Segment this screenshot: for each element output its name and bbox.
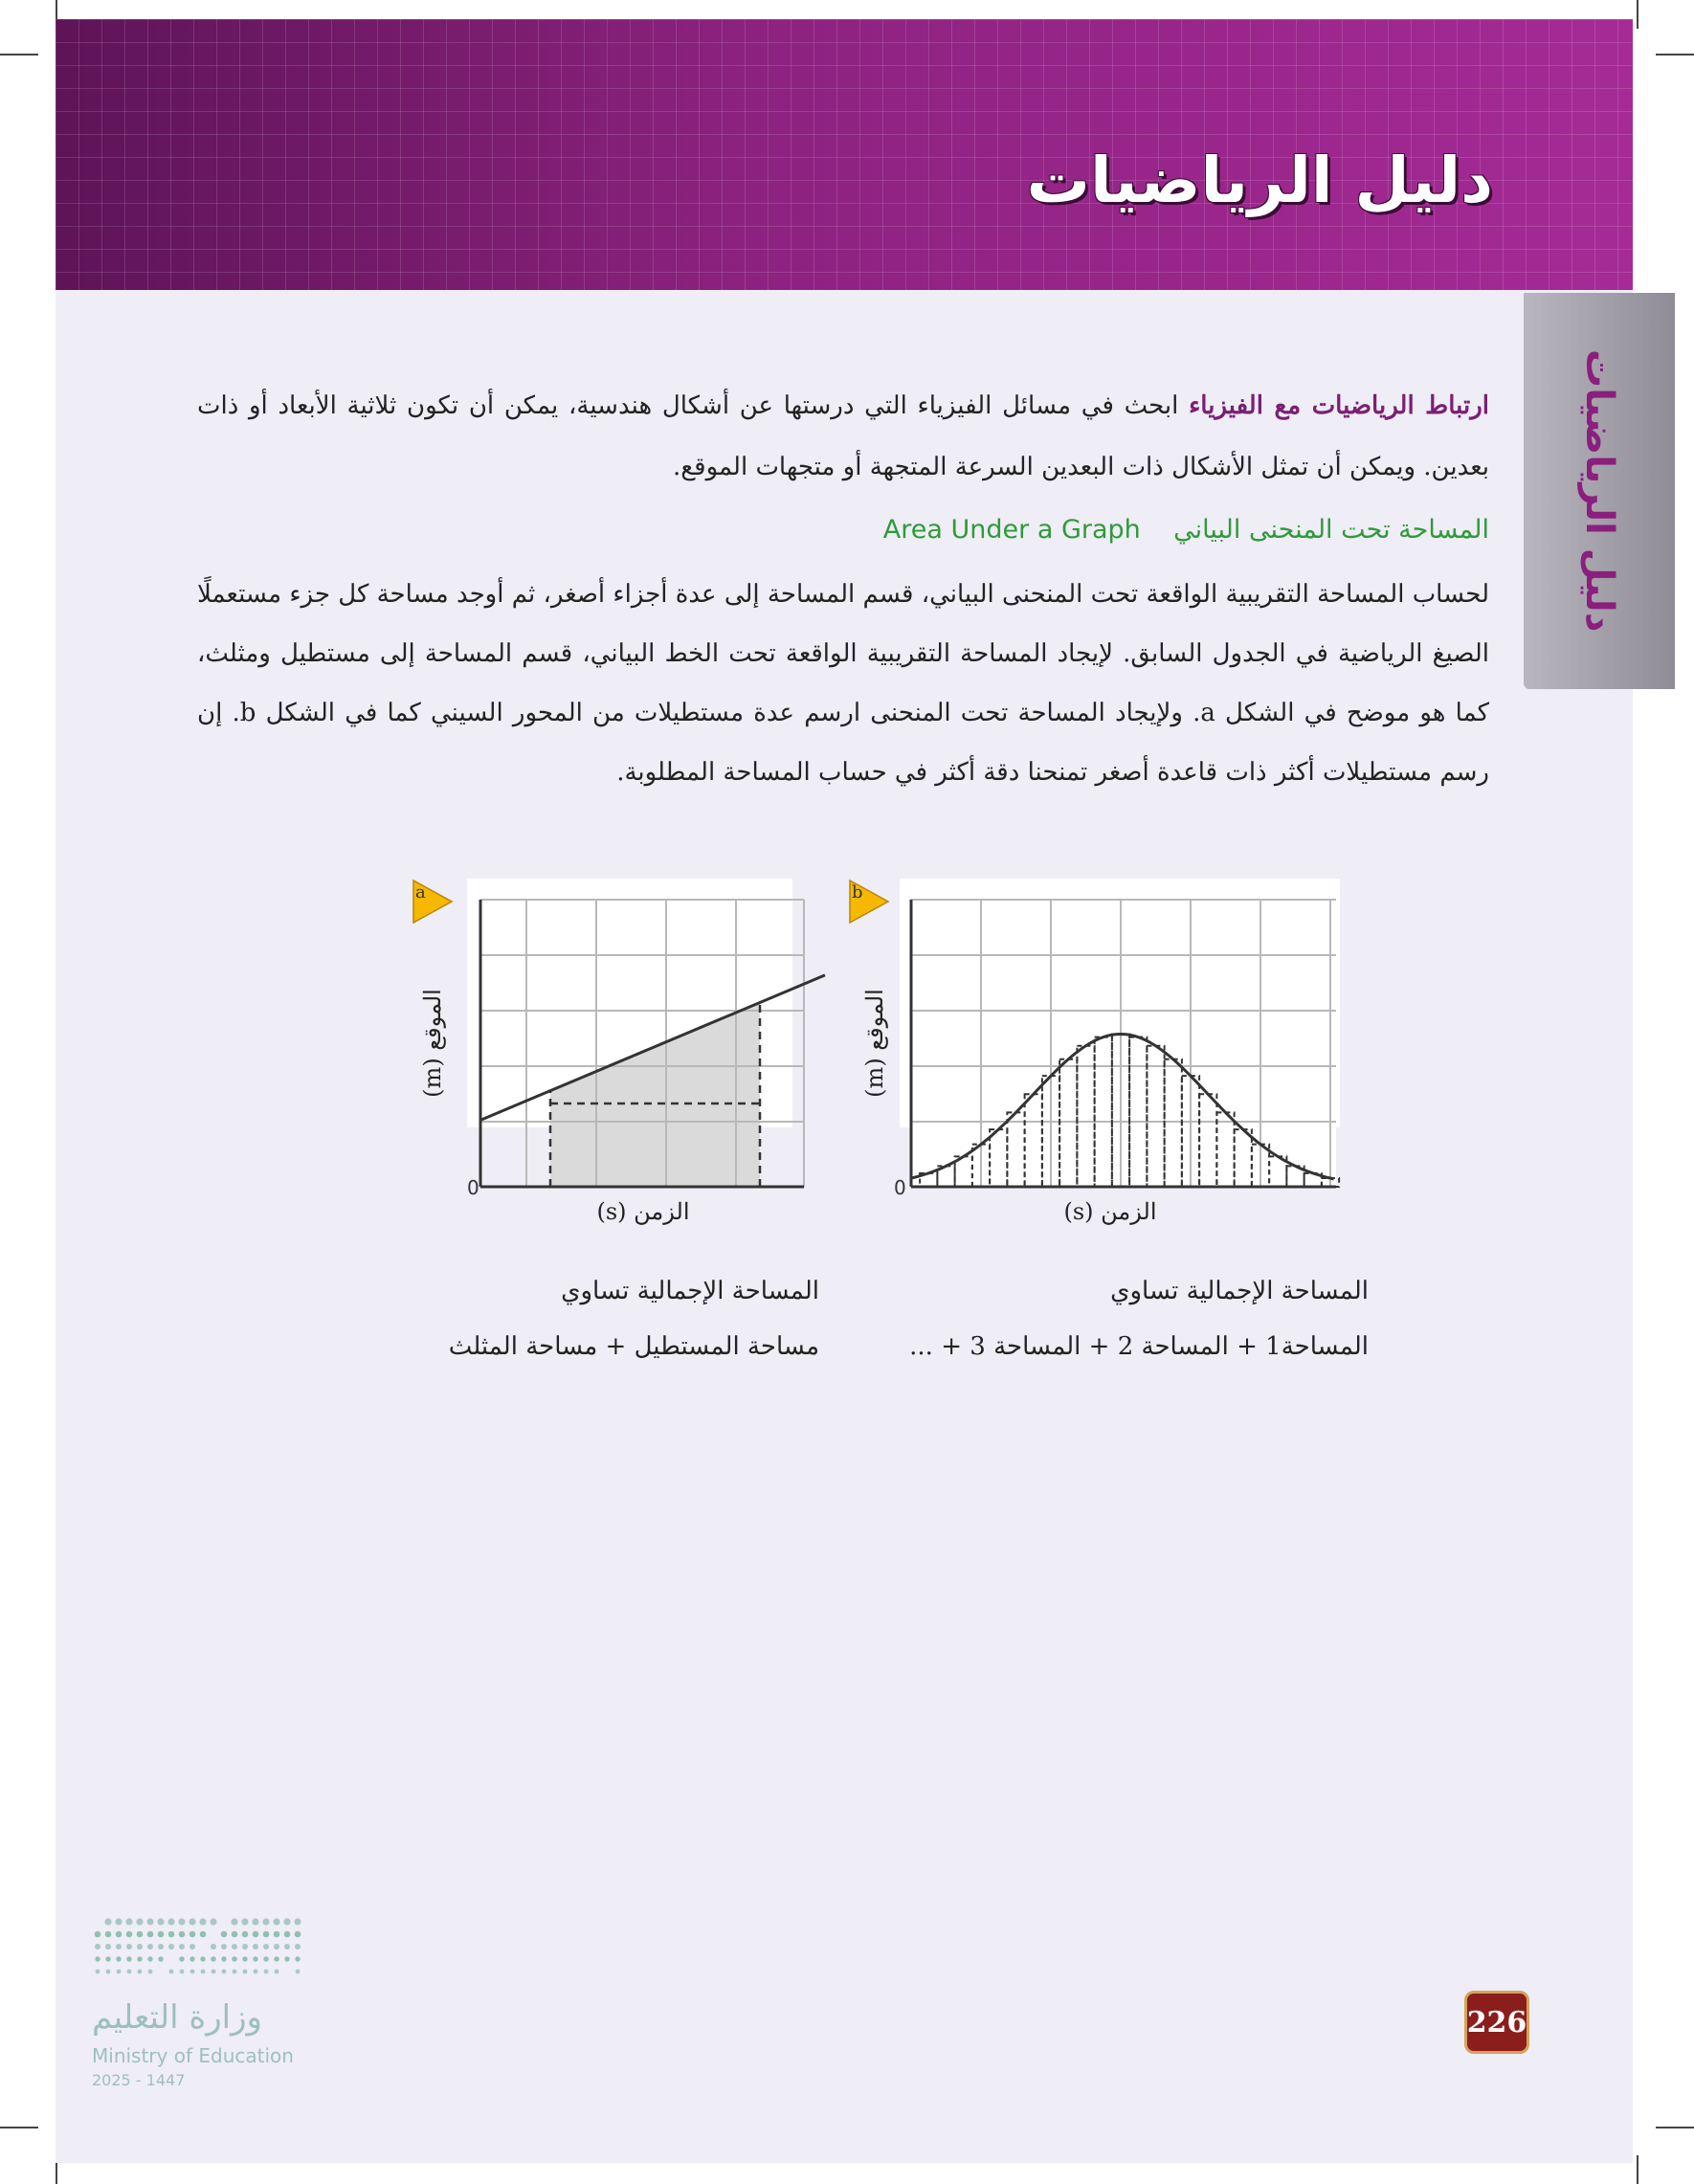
logo-dot xyxy=(189,1918,195,1925)
logo-dot xyxy=(253,1944,258,1950)
ministry-year: 2025 - 1447 xyxy=(92,2071,186,2089)
logo-dot xyxy=(200,1956,205,1961)
logo-dot xyxy=(232,1931,238,1938)
logo-dot xyxy=(136,1918,143,1925)
logo-dot xyxy=(168,1931,175,1938)
crop-mark xyxy=(1656,2127,1694,2128)
logo-dot xyxy=(147,1944,153,1950)
logo-dot xyxy=(179,1944,185,1950)
logo-dot xyxy=(127,1970,132,1974)
logo-dot xyxy=(284,1931,291,1938)
logo-dot xyxy=(273,1918,279,1925)
logo-dot xyxy=(96,1970,100,1974)
ministry-logo-dots-icon xyxy=(92,1914,312,1991)
logo-dot xyxy=(168,1944,174,1950)
logo-dot xyxy=(263,1944,269,1950)
logo-dot xyxy=(242,1956,247,1961)
logo-dot xyxy=(146,1918,153,1925)
logo-dot xyxy=(95,1931,101,1938)
logo-dot xyxy=(137,1931,144,1938)
logo-dot xyxy=(263,1956,268,1961)
chart-a-origin-label: 0 xyxy=(467,1176,479,1199)
logo-dot xyxy=(233,1970,237,1974)
logo-dot xyxy=(254,1970,258,1974)
section-heading-english: Area Under a Graph xyxy=(882,515,1141,545)
logo-dot xyxy=(263,1931,270,1938)
logo-dot xyxy=(178,1918,185,1925)
caption-a-line1: المساحة الإجمالية تساوي xyxy=(561,1277,819,1305)
ministry-logo xyxy=(92,1914,312,2106)
logo-dot xyxy=(243,1970,248,1974)
chart-b xyxy=(850,879,1340,1225)
logo-dot xyxy=(169,1970,174,1974)
logo-dot xyxy=(275,1970,279,1974)
logo-dot xyxy=(232,1944,237,1950)
logo-dot xyxy=(200,1931,207,1938)
logo-dot xyxy=(241,1918,248,1925)
crop-mark xyxy=(1637,0,1638,29)
logo-dot xyxy=(105,1931,112,1938)
logo-dot xyxy=(274,1944,279,1950)
chart-a xyxy=(413,879,825,1225)
crop-mark xyxy=(0,2127,38,2128)
logo-dot xyxy=(242,1931,249,1938)
logo-dot xyxy=(262,1918,269,1925)
charts-figure xyxy=(402,861,1359,1244)
logo-dot xyxy=(105,1944,111,1950)
logo-dot xyxy=(211,1956,215,1961)
logo-dot xyxy=(294,1918,301,1925)
logo-dot xyxy=(295,1944,301,1950)
logo-dot xyxy=(295,1956,300,1961)
logo-dot xyxy=(201,1970,206,1974)
logo-dot xyxy=(116,1956,121,1961)
logo-dot xyxy=(252,1918,258,1925)
logo-dot xyxy=(199,1918,206,1925)
logo-dot xyxy=(167,1918,174,1925)
chart-b-xlabel: الزمن (s) xyxy=(1063,1198,1157,1225)
logo-dot xyxy=(116,1931,123,1938)
logo-dot xyxy=(158,1944,164,1950)
logo-dot xyxy=(274,1931,280,1938)
logo-dot xyxy=(264,1970,269,1974)
page-number: 226 xyxy=(1464,1991,1529,2054)
logo-dot xyxy=(126,1944,132,1950)
intro-lead: ارتباط الرياضيات مع الفيزياء xyxy=(1189,391,1490,420)
logo-dot xyxy=(179,1931,186,1938)
logo-dot xyxy=(222,1970,227,1974)
logo-dot xyxy=(283,1918,290,1925)
logo-dot xyxy=(137,1944,143,1950)
section-heading-arabic: المساحة تحت المنحنى البياني xyxy=(1173,515,1489,545)
side-tab-label: دليل الرياضيات xyxy=(1577,349,1621,633)
section-heading xyxy=(883,515,1489,545)
logo-dot xyxy=(148,1970,153,1974)
logo-dot xyxy=(253,1956,257,1961)
logo-dot xyxy=(295,1931,301,1938)
logo-dot xyxy=(158,1956,163,1961)
logo-dot xyxy=(231,1918,237,1925)
logo-dot xyxy=(95,1956,100,1961)
logo-dot xyxy=(125,1918,132,1925)
logo-dot xyxy=(189,1931,196,1938)
logo-dot xyxy=(158,1931,165,1938)
logo-dot xyxy=(104,1918,111,1925)
logo-dot xyxy=(221,1944,227,1950)
caption-a-line2: مساحة المستطيل + مساحة المثلث xyxy=(448,1332,819,1361)
crop-mark xyxy=(1637,2155,1638,2184)
logo-dot xyxy=(95,1944,100,1950)
caption-b-line1: المساحة الإجمالية تساوي xyxy=(1110,1277,1369,1305)
logo-dot xyxy=(147,1931,154,1938)
crop-mark xyxy=(1656,54,1694,56)
logo-dot xyxy=(105,1956,110,1961)
logo-dot xyxy=(274,1956,279,1961)
logo-dot xyxy=(117,1970,122,1974)
logo-dot xyxy=(189,1944,195,1950)
logo-dot xyxy=(242,1944,248,1950)
chart-a-ylabel: الموقع (m) xyxy=(419,989,446,1098)
logo-dot xyxy=(190,1970,195,1974)
logo-dot xyxy=(284,1944,290,1950)
ministry-name-arabic: وزارة التعليم xyxy=(92,1998,262,2037)
logo-dot xyxy=(147,1956,152,1961)
logo-dot xyxy=(221,1931,228,1938)
logo-dot xyxy=(189,1956,194,1961)
section-body: لحساب المساحة التقريبية الواقعة تحت المنحنى البياني، قسم المساحة إلى عدة أجزاء أصغر، ثم أوجد مساحة كل جزء مستعملًا الصيغ الرياضية في الجدول السابق. لإيجاد المساحة التقريبية الواقعة تحت الخط البياني، قسم المساحة إلى مستطيل ومثلث، كما هو موضح في الشكل a. ولإيجاد المساحة تحت المنحنى ارسم عدة مستطيلات من المحور السيني كما في الشكل b. إن رسم مستطيلات أكثر ذات قاعدة أصغر تمنحنا دقة أكثر في حساب المساحة المطلوبة. xyxy=(197,580,1489,787)
page-title: دليل الرياضيات xyxy=(1026,144,1493,217)
logo-dot xyxy=(116,1944,122,1950)
logo-dot xyxy=(138,1970,143,1974)
chart-a-xlabel: الزمن (s) xyxy=(596,1198,690,1225)
crop-mark xyxy=(0,54,38,56)
logo-dot xyxy=(106,1970,111,1974)
logo-dot xyxy=(157,1918,164,1925)
chart-a-label: a xyxy=(415,882,426,903)
logo-dot xyxy=(126,1956,131,1961)
chart-b-label: b xyxy=(852,882,863,903)
chart-b-ylabel: الموقع (m) xyxy=(861,989,888,1098)
logo-dot xyxy=(180,1970,185,1974)
logo-dot xyxy=(179,1956,184,1961)
chart-b-origin-label: 0 xyxy=(894,1176,906,1199)
logo-dot xyxy=(284,1956,289,1961)
caption-b-line2: المساحة1 + المساحة 2 + المساحة 3 + ... xyxy=(909,1332,1369,1361)
side-tab-label-wrap xyxy=(1524,293,1675,689)
logo-dot xyxy=(212,1970,216,1974)
logo-dot xyxy=(253,1931,259,1938)
logo-dot xyxy=(221,1956,226,1961)
logo-dot xyxy=(296,1970,301,1974)
logo-dot xyxy=(210,1918,216,1925)
intro-paragraph xyxy=(197,375,1489,498)
logo-dot xyxy=(211,1944,216,1950)
logo-dot xyxy=(115,1918,122,1925)
logo-dot xyxy=(232,1956,236,1961)
logo-dot xyxy=(126,1931,133,1938)
logo-dot xyxy=(137,1956,142,1961)
ministry-name-english: Ministry of Education xyxy=(92,2044,294,2067)
intro-text: ابحث في مسائل الفيزياء التي درستها عن أشكال هندسية، يمكن أن تكون ثلاثية الأبعاد أو ذات بعدين. ويمكن أن تمثل الأشكال ذات البعدين السرعة المتجهة أو متجهات الموقع. xyxy=(197,391,1489,481)
